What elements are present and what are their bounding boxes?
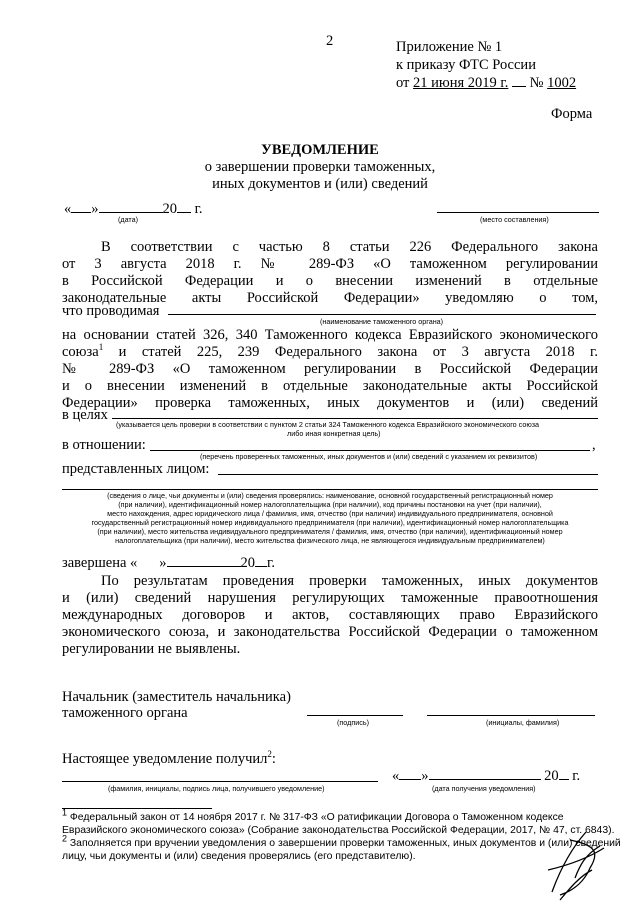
footnote-2-line-1: $^2$ Заполняется при вручении уведомления о завершении проверки таможенных, иных документов и (или) сведений bbox=[62, 833, 621, 849]
date-caption: (дата) bbox=[118, 215, 139, 224]
purpose-caption-1: (указывается цель проверки в соответствии с пунктом 2 статьи 324 Таможенного кодекса Евразийского экономического союза bbox=[116, 420, 540, 429]
head-title-2: таможенного органа bbox=[62, 705, 188, 721]
received-label: Настоящее уведомление получил$^2$: bbox=[62, 749, 276, 767]
p1-line-2: от 3 августа 2018 г. № 289-ФЗ «О таможенном регулировании bbox=[62, 256, 598, 272]
appendix-line-1: Приложение № 1 bbox=[396, 39, 503, 55]
result-line-2: и (или) сведений нарушения регулирующих таможенные правоотношения bbox=[62, 590, 598, 606]
head-title-1: Начальник (заместитель начальника) bbox=[62, 689, 291, 705]
p1-line-4: законодательные акты Российской Федерации» уведомляю о том, bbox=[62, 290, 598, 306]
appendix-line-2: к приказу ФТС России bbox=[396, 57, 536, 73]
regarding-comma: , bbox=[592, 437, 596, 453]
presented-line bbox=[218, 474, 598, 475]
person-caption-4: государственный регистрационный номер индивидуального предпринимателя (при наличии), идентификационный номер налогоплательщика bbox=[91, 518, 569, 527]
sign-line bbox=[307, 715, 403, 716]
p1-tail: что проводимая bbox=[62, 303, 160, 319]
presented-line-2 bbox=[62, 489, 598, 490]
appendix-number: 1002 bbox=[547, 75, 577, 91]
p2-line-4: и о внесении изменений в отдельные законодательные акты Российской bbox=[62, 378, 598, 394]
appendix-line-3 bbox=[396, 75, 576, 91]
person-caption-2: (при наличии), идентификационный номер налогоплательщика (при наличии), код причины постановки на учет (при наличии), bbox=[118, 500, 542, 509]
appendix-date-prefix: от bbox=[396, 75, 410, 91]
footnote-separator bbox=[62, 808, 212, 809]
page-number: 2 bbox=[326, 33, 334, 49]
initials-caption: (инициалы, фамилия) bbox=[486, 718, 560, 727]
footnote-1-line-1: $^1$ Федеральный закон от 14 ноября 2017 г. № 317-ФЗ «О ратификации Договора о Таможенном кодексе bbox=[62, 807, 564, 823]
p2-line-3: № 289-ФЗ «О таможенном регулировании в Российской Федерации bbox=[62, 361, 598, 377]
appendix-date: 21 июня 2019 г. bbox=[413, 75, 509, 91]
p2-tail: в целях bbox=[62, 407, 108, 423]
initials-line bbox=[427, 715, 595, 716]
receiver-line bbox=[62, 781, 378, 782]
receive-date-caption: (дата получения уведомления) bbox=[432, 784, 536, 793]
p2-line-1: на основании статей 326, 340 Таможенного кодекса Евразийского экономического bbox=[62, 327, 598, 343]
completed-date: завершена « » 20 г. bbox=[62, 555, 275, 571]
organ-caption: (наименование таможенного органа) bbox=[320, 317, 444, 326]
regarding-caption: (перечень проверенных таможенных, иных документов и (или) сведений с указанием их реквизитов) bbox=[200, 452, 538, 461]
receiver-caption: (фамилия, инициалы, подпись лица, получившего уведомление) bbox=[108, 784, 325, 793]
appendix-number-prefix: № bbox=[529, 75, 544, 91]
regarding-line bbox=[150, 450, 590, 451]
p2-line-5: Федерации» проверка таможенных, иных документов и (или) сведений bbox=[62, 395, 598, 411]
footnote-ref-2: 2 bbox=[267, 749, 272, 760]
form-label: Форма bbox=[551, 106, 593, 122]
footnote-ref-1: 1 bbox=[98, 342, 104, 353]
place-caption: (место составления) bbox=[480, 215, 549, 224]
result-line-3: международных договоров и актов, составляющих право Евразийского bbox=[62, 607, 598, 623]
person-caption-6: налогоплательщика (при наличии), место жительства физического лица, не являющегося индивидуальным предпринимателем) bbox=[115, 536, 545, 545]
result-line-1: По результатам проведения проверки таможенных, иных документов bbox=[101, 573, 598, 589]
regarding-label: в отношении: bbox=[62, 437, 146, 453]
document-subtitle-1: о завершении проверки таможенных, bbox=[204, 159, 436, 175]
document-subtitle-2: иных документов и (или) сведений bbox=[212, 176, 428, 192]
purpose-caption-2: либо иная конкретная цель) bbox=[287, 429, 381, 438]
result-line-4: экономического союза, и законодательства Российской Федерации о таможенном bbox=[62, 624, 598, 640]
result-last: регулировании не выявлены. bbox=[62, 641, 241, 657]
person-caption-5: (при наличии), место жительства индивидуального предпринимателя / фамилия, имя, отчество (при наличии), идентификационный номер bbox=[97, 527, 563, 536]
date-field: « » 20 г. bbox=[64, 201, 203, 217]
person-caption-3: место нахождения, адрес юридического лица / фамилия, имя, отчество (при наличии) индивидуального предпринимателя, основной bbox=[107, 509, 553, 518]
sign-caption: (подпись) bbox=[337, 718, 369, 727]
p1-line-1: В соответствии с частью 8 статьи 226 Федерального закона bbox=[101, 239, 598, 255]
p1-line-3: в Российской Федерации и о внесении изменений в отдельные bbox=[62, 273, 598, 289]
footnote-2-line-2: лицу, чьи документы и (или) сведения проверялись (его представителю). bbox=[62, 851, 416, 862]
document-title: УВЕДОМЛЕНИЕ bbox=[261, 142, 379, 158]
footnote-1-line-2: Евразийского экономического союза» (Собрание законодательства Российской Федерации, 2017, № 47, ст. 6843). bbox=[62, 825, 615, 836]
presented-label: представленных лицом: bbox=[62, 461, 210, 477]
place-line bbox=[437, 212, 599, 213]
p2-line-2: союза$^1$ и статей 225, 239 Федерального закона от 3 августа 2018 г. bbox=[62, 342, 598, 360]
organ-line bbox=[168, 314, 596, 315]
receive-date: « » 20 г. bbox=[392, 768, 581, 784]
person-caption-1: (сведения о лице, чьи документы и (или) сведения проверялись: наименование, основной государственный регистрационный номер bbox=[107, 491, 553, 500]
purpose-line bbox=[112, 418, 598, 419]
